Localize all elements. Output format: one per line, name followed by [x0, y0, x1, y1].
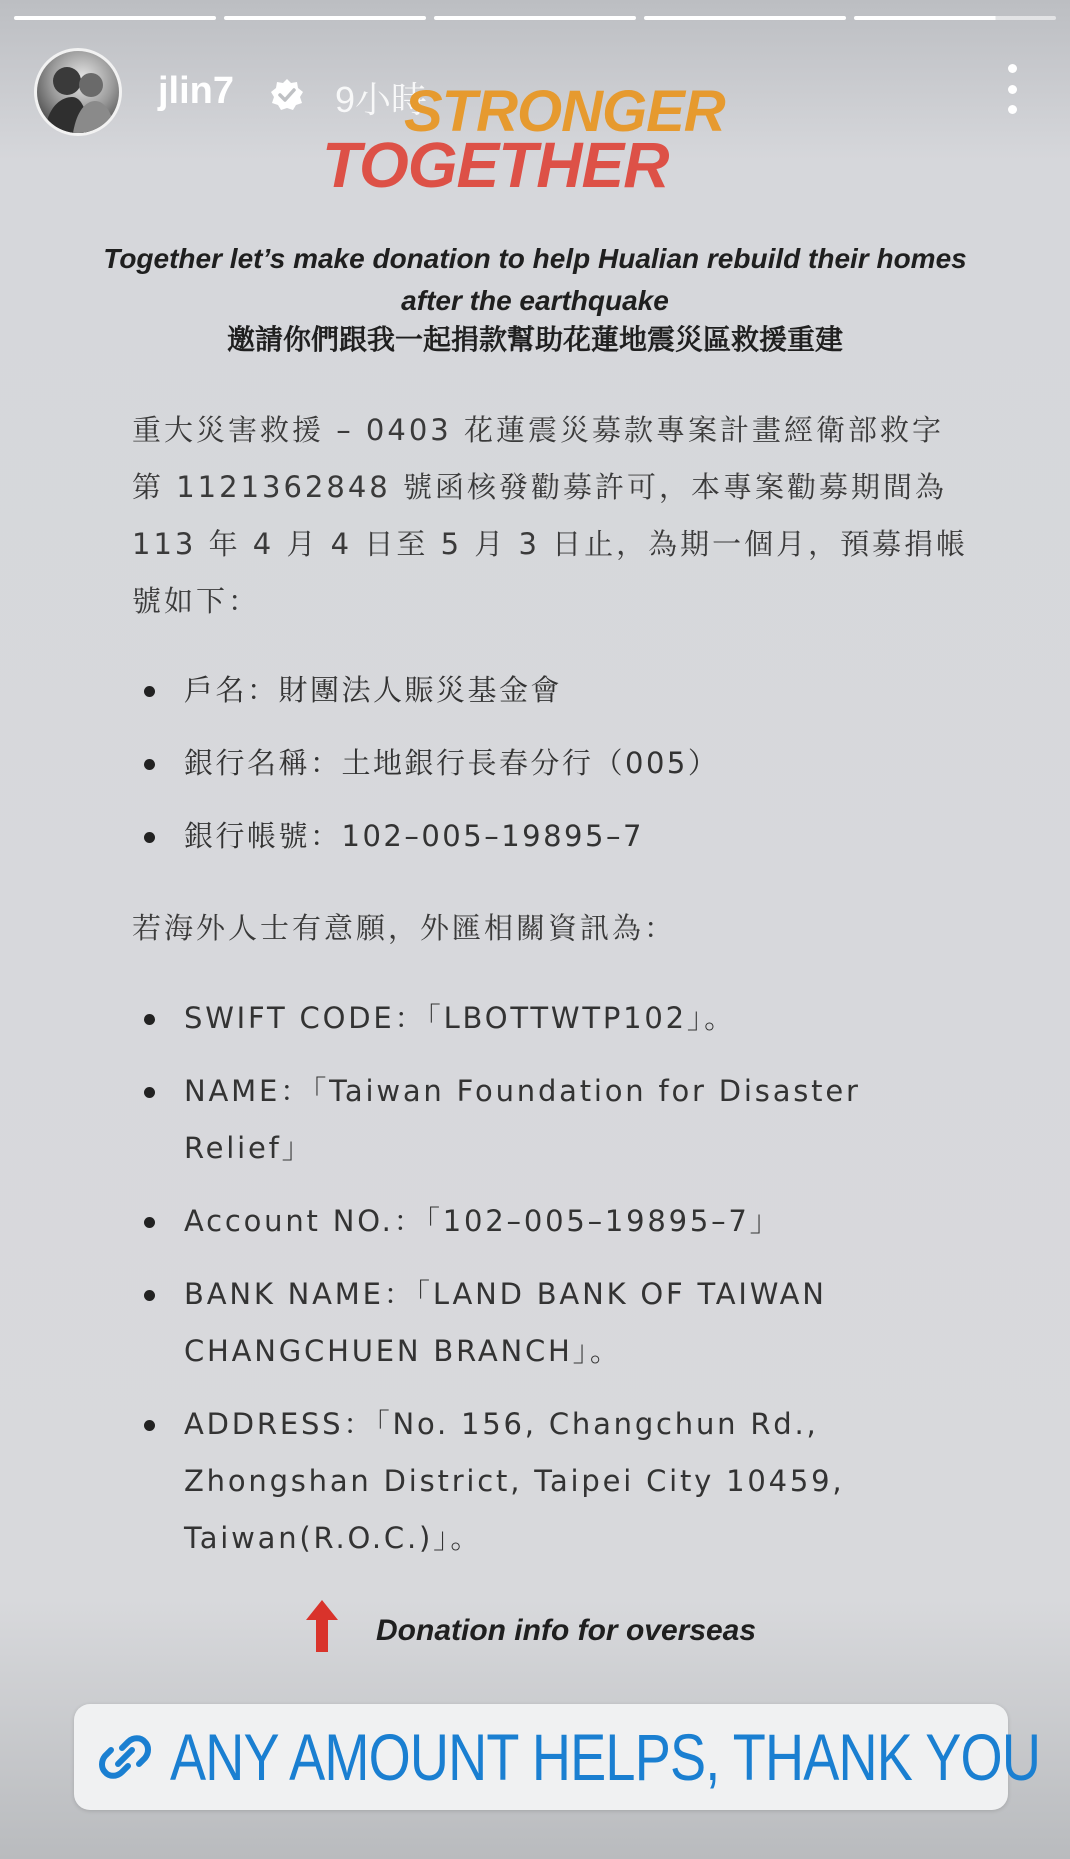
overseas-intro: 若海外人士有意願，外匯相關資訊為： — [132, 911, 677, 945]
username[interactable]: jlin7 — [158, 70, 235, 112]
list-item: Account NO.：「102–005–19895–7」 — [140, 1193, 960, 1250]
headline-stronger: STRONGER — [404, 79, 725, 144]
list-item: BANK NAME：「LAND BANK OF TAIWAN CHANGCHUEN BRANCH」。 — [140, 1266, 960, 1380]
list-item: 銀行名稱：土地銀行長春分行（005） — [140, 735, 960, 792]
verified-badge-icon — [270, 78, 304, 112]
headline-together: TOGETHER — [322, 129, 669, 201]
progress-segment — [644, 16, 846, 20]
profile-photo — [37, 51, 119, 133]
progress-segment — [434, 16, 636, 20]
local-account-list — [140, 662, 960, 881]
progress-segment-current — [854, 16, 1056, 20]
post-time: 9小時 — [335, 79, 428, 120]
more-vertical-icon — [1008, 64, 1017, 73]
progress-segment — [14, 16, 216, 20]
list-item: 戶名：財團法人賑災基金會 — [140, 662, 960, 719]
list-item: SWIFT CODE：「LBOTTWTP102」。 — [140, 990, 960, 1047]
progress-segment — [224, 16, 426, 20]
list-item: 銀行帳號：102–005–19895–7 — [140, 808, 960, 865]
overseas-account-list — [140, 990, 960, 1583]
list-item: ADDRESS：「No. 156, Changchun Rd., Zhongshan District, Taipei City 10459, Taiwan(R.O.C.)」。 — [140, 1396, 960, 1567]
overseas-note: Donation info for overseas — [376, 1614, 757, 1647]
link-sticker-label[interactable]: ANY AMOUNT HELPS, THANK YOU — [170, 1720, 1041, 1794]
intro-english: Together let’s make donation to help Hualian rebuild their homes after the earthquake — [103, 243, 967, 316]
donation-permit-paragraph: 重大災害救援 – 0403 花蓮震災募款專案計畫經衛部救字第 1121362848 號函核發勸募許可，本專案勸募期間為 113 年 4 月 4 日至 5 月 3 日止，為期一個月，預募捐帳號如下： — [132, 413, 969, 618]
red-up-arrow-icon — [304, 1598, 340, 1654]
link-sticker[interactable] — [74, 1704, 1041, 1810]
link-icon — [98, 1730, 152, 1784]
story-progress-bar — [14, 16, 1056, 21]
list-item: NAME：「Taiwan Foundation for Disaster Relief」 — [140, 1063, 960, 1177]
avatar[interactable] — [34, 48, 122, 136]
more-options-button[interactable] — [1000, 64, 1024, 114]
intro-chinese: 邀請你們跟我一起捐款幫助花蓮地震災區救援重建 — [226, 323, 843, 356]
